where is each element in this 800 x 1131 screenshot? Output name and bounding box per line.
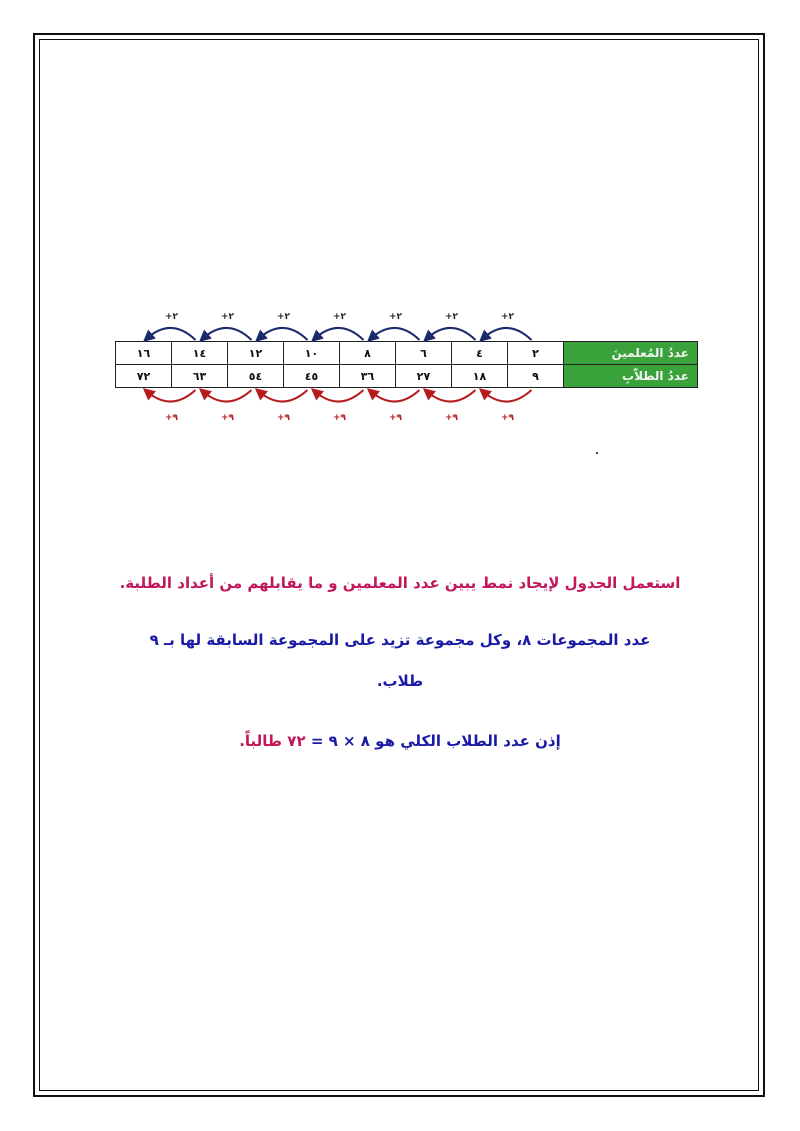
student-cell: ٩ (508, 365, 564, 388)
student-step-arrow (204, 390, 252, 402)
student-cell: ٥٤ (228, 365, 284, 388)
teacher-step-label: +٢ (164, 312, 179, 322)
teacher-cell: ٦ (396, 342, 452, 365)
groups-text-line-1: عدد المجموعات ٨، وكل مجموعة تزيد على المجموعة السابقة لها بـ ٩ (149, 631, 651, 649)
student-step-arrow (148, 390, 196, 402)
student-step-label: +٩ (220, 413, 235, 423)
student-step-label: +٩ (500, 413, 515, 423)
student-step-arrow (260, 390, 308, 402)
teacher-step-label: +٢ (332, 312, 347, 322)
teacher-cell: ٨ (340, 342, 396, 365)
teacher-step-label: +٢ (220, 312, 235, 322)
teacher-step-arrow (484, 328, 532, 340)
teacher-cell: ١٠ (284, 342, 340, 365)
teacher-step-arrow (148, 328, 196, 340)
result-value: ٧٢ طالباً. (239, 732, 306, 750)
groups-text-line-2: طلاب. (376, 672, 424, 690)
student-step-label: +٩ (388, 413, 403, 423)
student-step-label: +٩ (276, 413, 291, 423)
teacher-step-arrow (372, 328, 420, 340)
student-step-arrow (316, 390, 364, 402)
teacher-cell: ١٦ (116, 342, 172, 365)
student-step-arrow (428, 390, 476, 402)
instruction-text: استعمل الجدول لإيجاد نمط يبين عدد المعلمين و ما يقابلهم من أعداد الطلبة. (119, 574, 681, 592)
student-step-arrow (484, 390, 532, 402)
teacher-cell: ٢ (508, 342, 564, 365)
students-label: عددُ الطلاّبِ (564, 365, 698, 388)
teacher-step-label: +٢ (276, 312, 291, 322)
teacher-step-arrow (428, 328, 476, 340)
teacher-step-arrow (316, 328, 364, 340)
student-cell: ٦٣ (172, 365, 228, 388)
teacher-cell: ٤ (452, 342, 508, 365)
student-cell: ٤٥ (284, 365, 340, 388)
student-step-label: +٩ (444, 413, 459, 423)
student-step-arrow (372, 390, 420, 402)
teacher-step-label: +٢ (388, 312, 403, 322)
student-cell: ١٨ (452, 365, 508, 388)
teacher-step-label: +٢ (500, 312, 515, 322)
teacher-step-label: +٢ (444, 312, 459, 322)
teachers-label: عددُ المُعلمينَ (564, 342, 698, 365)
teacher-cell: ١٤ (172, 342, 228, 365)
result-prefix: إذن عدد الطلاب الكلي هو ٨ × ٩ = (305, 732, 561, 750)
teacher-step-arrow (204, 328, 252, 340)
teacher-cell: ١٢ (228, 342, 284, 365)
teacher-step-arrow (260, 328, 308, 340)
student-step-label: +٩ (164, 413, 179, 423)
student-cell: ٢٧ (396, 365, 452, 388)
student-cell: ٣٦ (340, 365, 396, 388)
student-step-label: +٩ (332, 413, 347, 423)
result-text (70, 732, 730, 750)
stray-dot (596, 452, 598, 454)
student-cell: ٧٢ (116, 365, 172, 388)
